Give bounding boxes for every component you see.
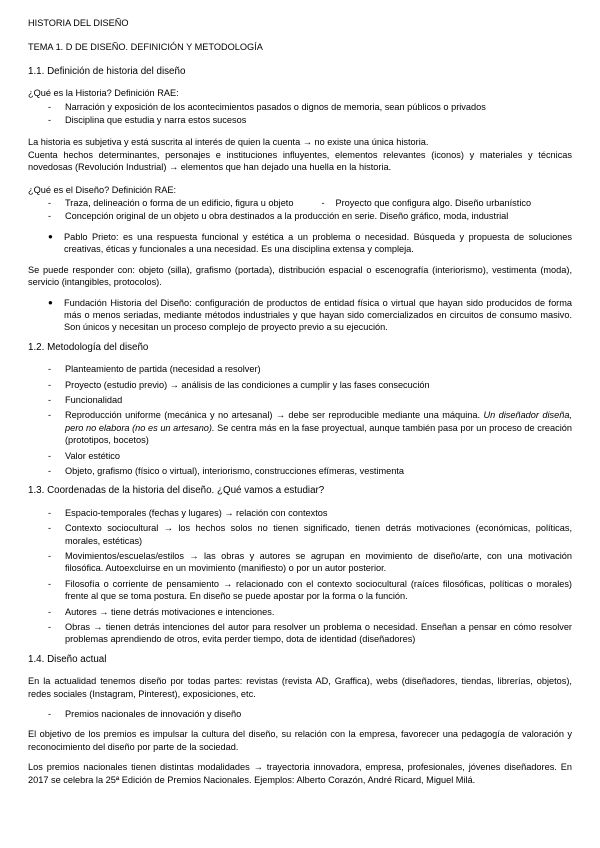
- premios-list: [28, 708, 572, 720]
- document-title: HISTORIA DEL DISEÑO: [28, 18, 129, 28]
- reproduccion-text-end: Se centra más en la fase proyectual, aunque también pasa por un proceso de creación (prototipos, bocetos): [65, 422, 572, 446]
- diseno-definitions-list: [28, 197, 572, 223]
- section-1-1-title: 1.1. Definición de historia del diseño: [28, 65, 186, 77]
- metodologia-list: [28, 363, 572, 477]
- paragraph: La historia es subjetiva y está suscrita al interés de quien la cuenta → no existe una única historia.: [28, 137, 429, 148]
- topic-title: TEMA 1. D DE DISEÑO. DEFINICIÓN Y METODOLOGÍA: [28, 42, 263, 53]
- list-item: - Autores → tiene detrás motivaciones e intenciones.: [48, 606, 572, 618]
- list-item: - Valor estético: [48, 450, 572, 462]
- list-item: - Planteamiento de partida (necesidad a resolver): [48, 363, 572, 375]
- pablo-prieto-list: [28, 231, 572, 256]
- reproduccion-text: Reproducción uniforme (mecánica y no artesanal) → debe ser reproducible mediante una máquina.: [65, 410, 484, 421]
- list-item: - Filosofía o corriente de pensamiento → relacionado con el contexto sociocultural (raíces filosóficas, políticas o morales) frente al que se toma postura. En diseño se puede apostar por la forma o la función.: [48, 578, 572, 603]
- definition-right: - Proyecto que configura algo. Diseño urbanístico: [321, 197, 531, 209]
- reproduccion-emphasis: Un diseñador diseña, pero no elabora (no es un artesano).: [65, 410, 572, 433]
- section-1-3-title: 1.3. Coordenadas de la historia del diseño. ¿Qué vamos a estudiar?: [28, 485, 325, 497]
- list-item: - Disciplina que estudia y narra estos sucesos: [48, 114, 572, 126]
- definition-left: - Traza, delineación o forma de un edificio, figura u objeto: [65, 198, 294, 209]
- historia-definitions-list: [28, 101, 572, 127]
- list-item: - Narración y exposición de los acontecimientos pasados o dignos de memoria, sean públicos o privados: [48, 101, 572, 113]
- paragraph: Los premios nacionales tienen distintas modalidades → trayectoria innovadora, empresa, profesionales, jóvenes diseñadores. En 2017 se celebra la 25ª Edición de Premios Nacionales. Ejemplos: Alberto Corazón, André Ricard, Miguel Milá.: [28, 762, 572, 785]
- list-item: - Obras → tienen detrás intenciones del autor para resolver un problema o necesidad. Enseñan a pensar en cómo resolver problemas aprendiendo de otros, evita perder tiempo, dota de identidad (diseñadores): [48, 621, 572, 646]
- question-historia: ¿Qué es la Historia? Definición RAE:: [28, 88, 179, 99]
- list-item: - Concepción original de un objeto u obra destinados a la producción en serie. Diseño gráfico, moda, industrial: [48, 210, 572, 222]
- list-item: - Contexto sociocultural → los hechos solos no tienen significado, tienen detrás motivaciones (económicas, políticas, morales, estéticas): [48, 522, 572, 547]
- coordenadas-list: [28, 507, 572, 646]
- list-item: ● Fundación Historia del Diseño: configuración de productos de entidad física o virtual que hayan sido producidos de forma más o menos seriadas, mediante métodos industriales y que hayan sido comercializados en circuitos de consumo masivo. Son únicos y necesitan un proceso complejo de proyecto previo a su ejecución.: [48, 297, 572, 334]
- question-diseno: ¿Qué es el Diseño? Definición RAE:: [28, 184, 177, 195]
- section-1-4-title: 1.4. Diseño actual: [28, 653, 107, 665]
- fundacion-list: [28, 297, 572, 334]
- list-item: - Funcionalidad: [48, 394, 572, 406]
- paragraph: Cuenta hechos determinantes, personajes e instituciones influyentes, elementos relevantes (iconos) y materiales y técnicas novedosas (Revolución Industrial) → elementos que han dejado una huella en la historia.: [28, 149, 572, 173]
- list-item: ● Pablo Prieto: es una respuesta funcional y estética a un problema o necesidad. Búsqueda y propuesta de soluciones creativas, éticas y funcionales a una necesidad. Es una disciplina extensa y compleja.: [48, 231, 572, 256]
- list-item: - Proyecto (estudio previo) → análisis de las condiciones a cumplir y las fases consecución: [48, 379, 572, 391]
- paragraph: Se puede responder con: objeto (silla), grafismo (portada), distribución espacial o escenografía (interiorismo), vestimenta (moda), servicio (intangibles, protocolos).: [28, 264, 572, 288]
- list-item: - Espacio-temporales (fechas y lugares) → relación con contextos: [48, 507, 572, 519]
- list-item: - Premios nacionales de innovación y diseño: [48, 708, 572, 720]
- list-item: [48, 197, 572, 209]
- section-1-2-title: 1.2. Metodología del diseño: [28, 341, 149, 353]
- paragraph: En la actualidad tenemos diseño por todas partes: revistas (revista AD, Graffica), webs (diseñadores, tiendas, librerías, objetos), redes sociales (Instagram, Pinterest), exposiciones, etc.: [28, 676, 572, 699]
- list-item: [48, 409, 572, 446]
- paragraph: El objetivo de los premios es impulsar la cultura del diseño, su relación con la empresa, favorecer una pedagogía de valoración y reconocimiento del diseño por parte de la sociedad.: [28, 729, 572, 752]
- list-item: - Objeto, grafismo (físico o virtual), interiorismo, construcciones efímeras, vestimenta: [48, 465, 572, 477]
- list-item: - Movimientos/escuelas/estilos → las obras y autores se agrupan en movimiento de diseño/arte, con una motivación filosófica. Autoexcluirse en un movimiento (manifiesto) o por un autor posterior.: [48, 550, 572, 575]
